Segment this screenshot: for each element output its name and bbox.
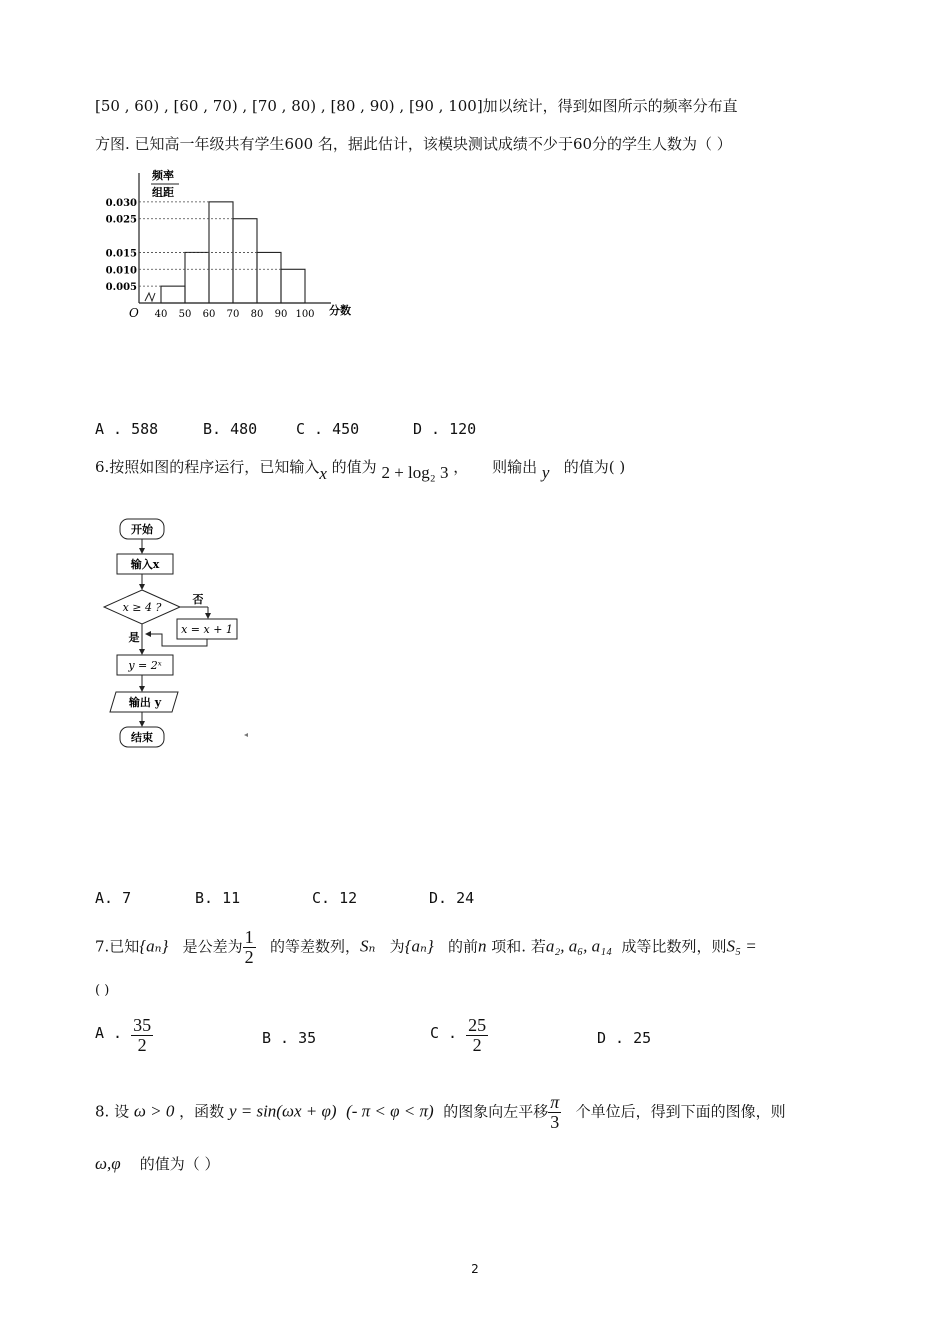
q7-p1: 7.已知 — [95, 937, 140, 956]
q6-comma: ， — [453, 458, 469, 476]
q7-p3: 的等差数列， — [269, 937, 360, 956]
q7-option-a-label: A . — [95, 1023, 123, 1042]
q8-frac-num: π — [550, 1092, 560, 1112]
hist-x-tick-label: 70 — [226, 309, 240, 320]
hist-y-tick-label: 0.015 — [105, 248, 137, 260]
cursor-mark-icon — [244, 733, 248, 737]
flow-no-label: 否 — [192, 593, 204, 606]
flow-input: 输入x — [130, 558, 160, 571]
frequency-histogram — [95, 165, 375, 325]
q7-option-a-num: 35 — [133, 1015, 152, 1035]
q7-option-d: D . 25 — [597, 1029, 652, 1047]
q7-option-a — [95, 1016, 153, 1055]
hist-x-tick-label: 60 — [202, 309, 216, 320]
q7-seq: {aₙ} — [139, 936, 169, 956]
q7-frac-num: 1 — [244, 927, 254, 947]
hist-bar — [161, 286, 185, 303]
q7-p6: 项和. 若 — [491, 937, 546, 956]
q6-then: 则输出 — [492, 458, 538, 476]
q8-vars: ω,φ — [95, 1154, 121, 1173]
program-flowchart — [100, 515, 270, 755]
q8-p1: 8. 设 — [95, 1102, 130, 1121]
q6-var-x: x — [319, 464, 327, 483]
q6-option-b: B. 11 — [195, 889, 241, 907]
hist-y-tick-label: 0.005 — [105, 282, 137, 294]
q8-frac-den: 3 — [550, 1111, 560, 1132]
hist-bar — [281, 269, 305, 303]
q6-option-d: D. 24 — [429, 889, 475, 907]
q6-mid: 的值为 — [331, 458, 377, 476]
q5-option-d: D . 120 — [413, 420, 477, 438]
q7-p5: 的前 — [448, 937, 479, 956]
q7-option-c-den: 2 — [472, 1034, 482, 1055]
q8-fraction — [548, 1093, 561, 1132]
q8-func: y = sin(ωx + φ) — [228, 1101, 337, 1121]
hist-x-tick-label: 40 — [154, 309, 168, 320]
q8-p5: 的值为（ ） — [139, 1155, 220, 1173]
q8-line1 — [95, 1093, 786, 1132]
q5-option-c: C . 450 — [296, 420, 360, 438]
hist-bar — [257, 252, 281, 303]
hist-x-tick-label: 90 — [274, 309, 288, 320]
q6-line — [95, 456, 626, 483]
q7-option-a-den: 2 — [137, 1034, 147, 1055]
q7-blank: ( ) — [95, 983, 110, 998]
q5-option-b: B. 480 — [203, 420, 258, 438]
q6-option-c: C. 12 — [312, 889, 358, 907]
hist-x-tick-label: 100 — [295, 309, 315, 320]
q6-option-a: A. 7 — [95, 889, 132, 907]
q5-line1: [50 , 60) , [60 , 70) , [70 , 80) , [80 , 90) , [90 , 100]加以统计，得到如图所示的频率分布直 — [95, 97, 738, 115]
q7-option-c-label: C . — [430, 1023, 458, 1042]
q7-n: n — [478, 936, 487, 956]
q7-option-c — [430, 1016, 488, 1055]
q7-p4: 为 — [389, 937, 405, 956]
flow-yes-label: 是 — [128, 631, 140, 644]
q7-terms: a₂, a₆, a₁₄ — [545, 936, 612, 956]
hist-xlabel: 分数 — [329, 304, 351, 317]
flow-end: 结束 — [131, 731, 153, 744]
q5-line2: 方图. 已知高一年级共有学生600 名，据此估计，该模块测试成绩不少于60分的学生人数为（ ） — [95, 135, 732, 153]
q7-option-c-frac — [466, 1016, 488, 1055]
q8-range: (- π < φ < π) — [346, 1101, 434, 1121]
q7-seq2: {aₙ} — [404, 936, 434, 956]
q7-fraction — [243, 928, 256, 967]
flow-start: 开始 — [131, 523, 153, 536]
q6-suffix: 的值为( ) — [563, 458, 626, 476]
q7-frac-den: 2 — [244, 946, 254, 967]
q7-sn: Sₙ — [359, 936, 376, 956]
q6-var-y: y — [541, 463, 550, 482]
q7-option-c-num: 25 — [468, 1015, 487, 1035]
hist-origin: O — [129, 306, 139, 320]
hist-y-tick-label: 0.025 — [105, 214, 137, 226]
flow-loop: x = x + 1 — [181, 623, 233, 636]
hist-x-tick-label: 80 — [250, 309, 264, 320]
q8-p2: ，函数 — [179, 1102, 225, 1121]
q8-p4: 个单位后，得到下面的图像，则 — [575, 1102, 786, 1121]
q8-p3: 的图象向左平移 — [443, 1102, 549, 1121]
hist-y-tick-label: 0.030 — [105, 197, 137, 209]
q6-expr: 2 + log₂ 3 — [381, 463, 449, 482]
hist-bar — [233, 219, 257, 303]
q8-cond: ω > 0 — [133, 1101, 175, 1121]
q7-line — [95, 928, 757, 967]
hist-x-tick-label: 50 — [178, 309, 192, 320]
hist-y-tick-label: 0.010 — [105, 265, 137, 277]
q7-p7: 成等比数列，则 — [621, 937, 727, 956]
q6-prefix: 6.按照如图的程序运行，已知输入 — [95, 458, 320, 476]
q5-option-a: A . 588 — [95, 420, 159, 438]
hist-axis-break — [145, 293, 155, 301]
q7-s5: S₅ = — [726, 936, 757, 956]
hist-ylabel-bottom: 组距 — [152, 186, 174, 199]
flow-condition: x ≥ 4 ? — [122, 601, 162, 614]
hist-bar — [185, 252, 209, 303]
page-number: 2 — [471, 1262, 479, 1276]
hist-ylabel-top: 频率 — [152, 169, 174, 182]
q7-option-b: B . 35 — [262, 1029, 317, 1047]
flow-assign: y = 2ˣ — [128, 659, 162, 672]
q8-line2 — [95, 1153, 220, 1174]
q7-option-a-frac — [131, 1016, 153, 1055]
q7-p2: 是公差为 — [182, 937, 243, 956]
flow-output: 输出 y — [128, 696, 162, 709]
